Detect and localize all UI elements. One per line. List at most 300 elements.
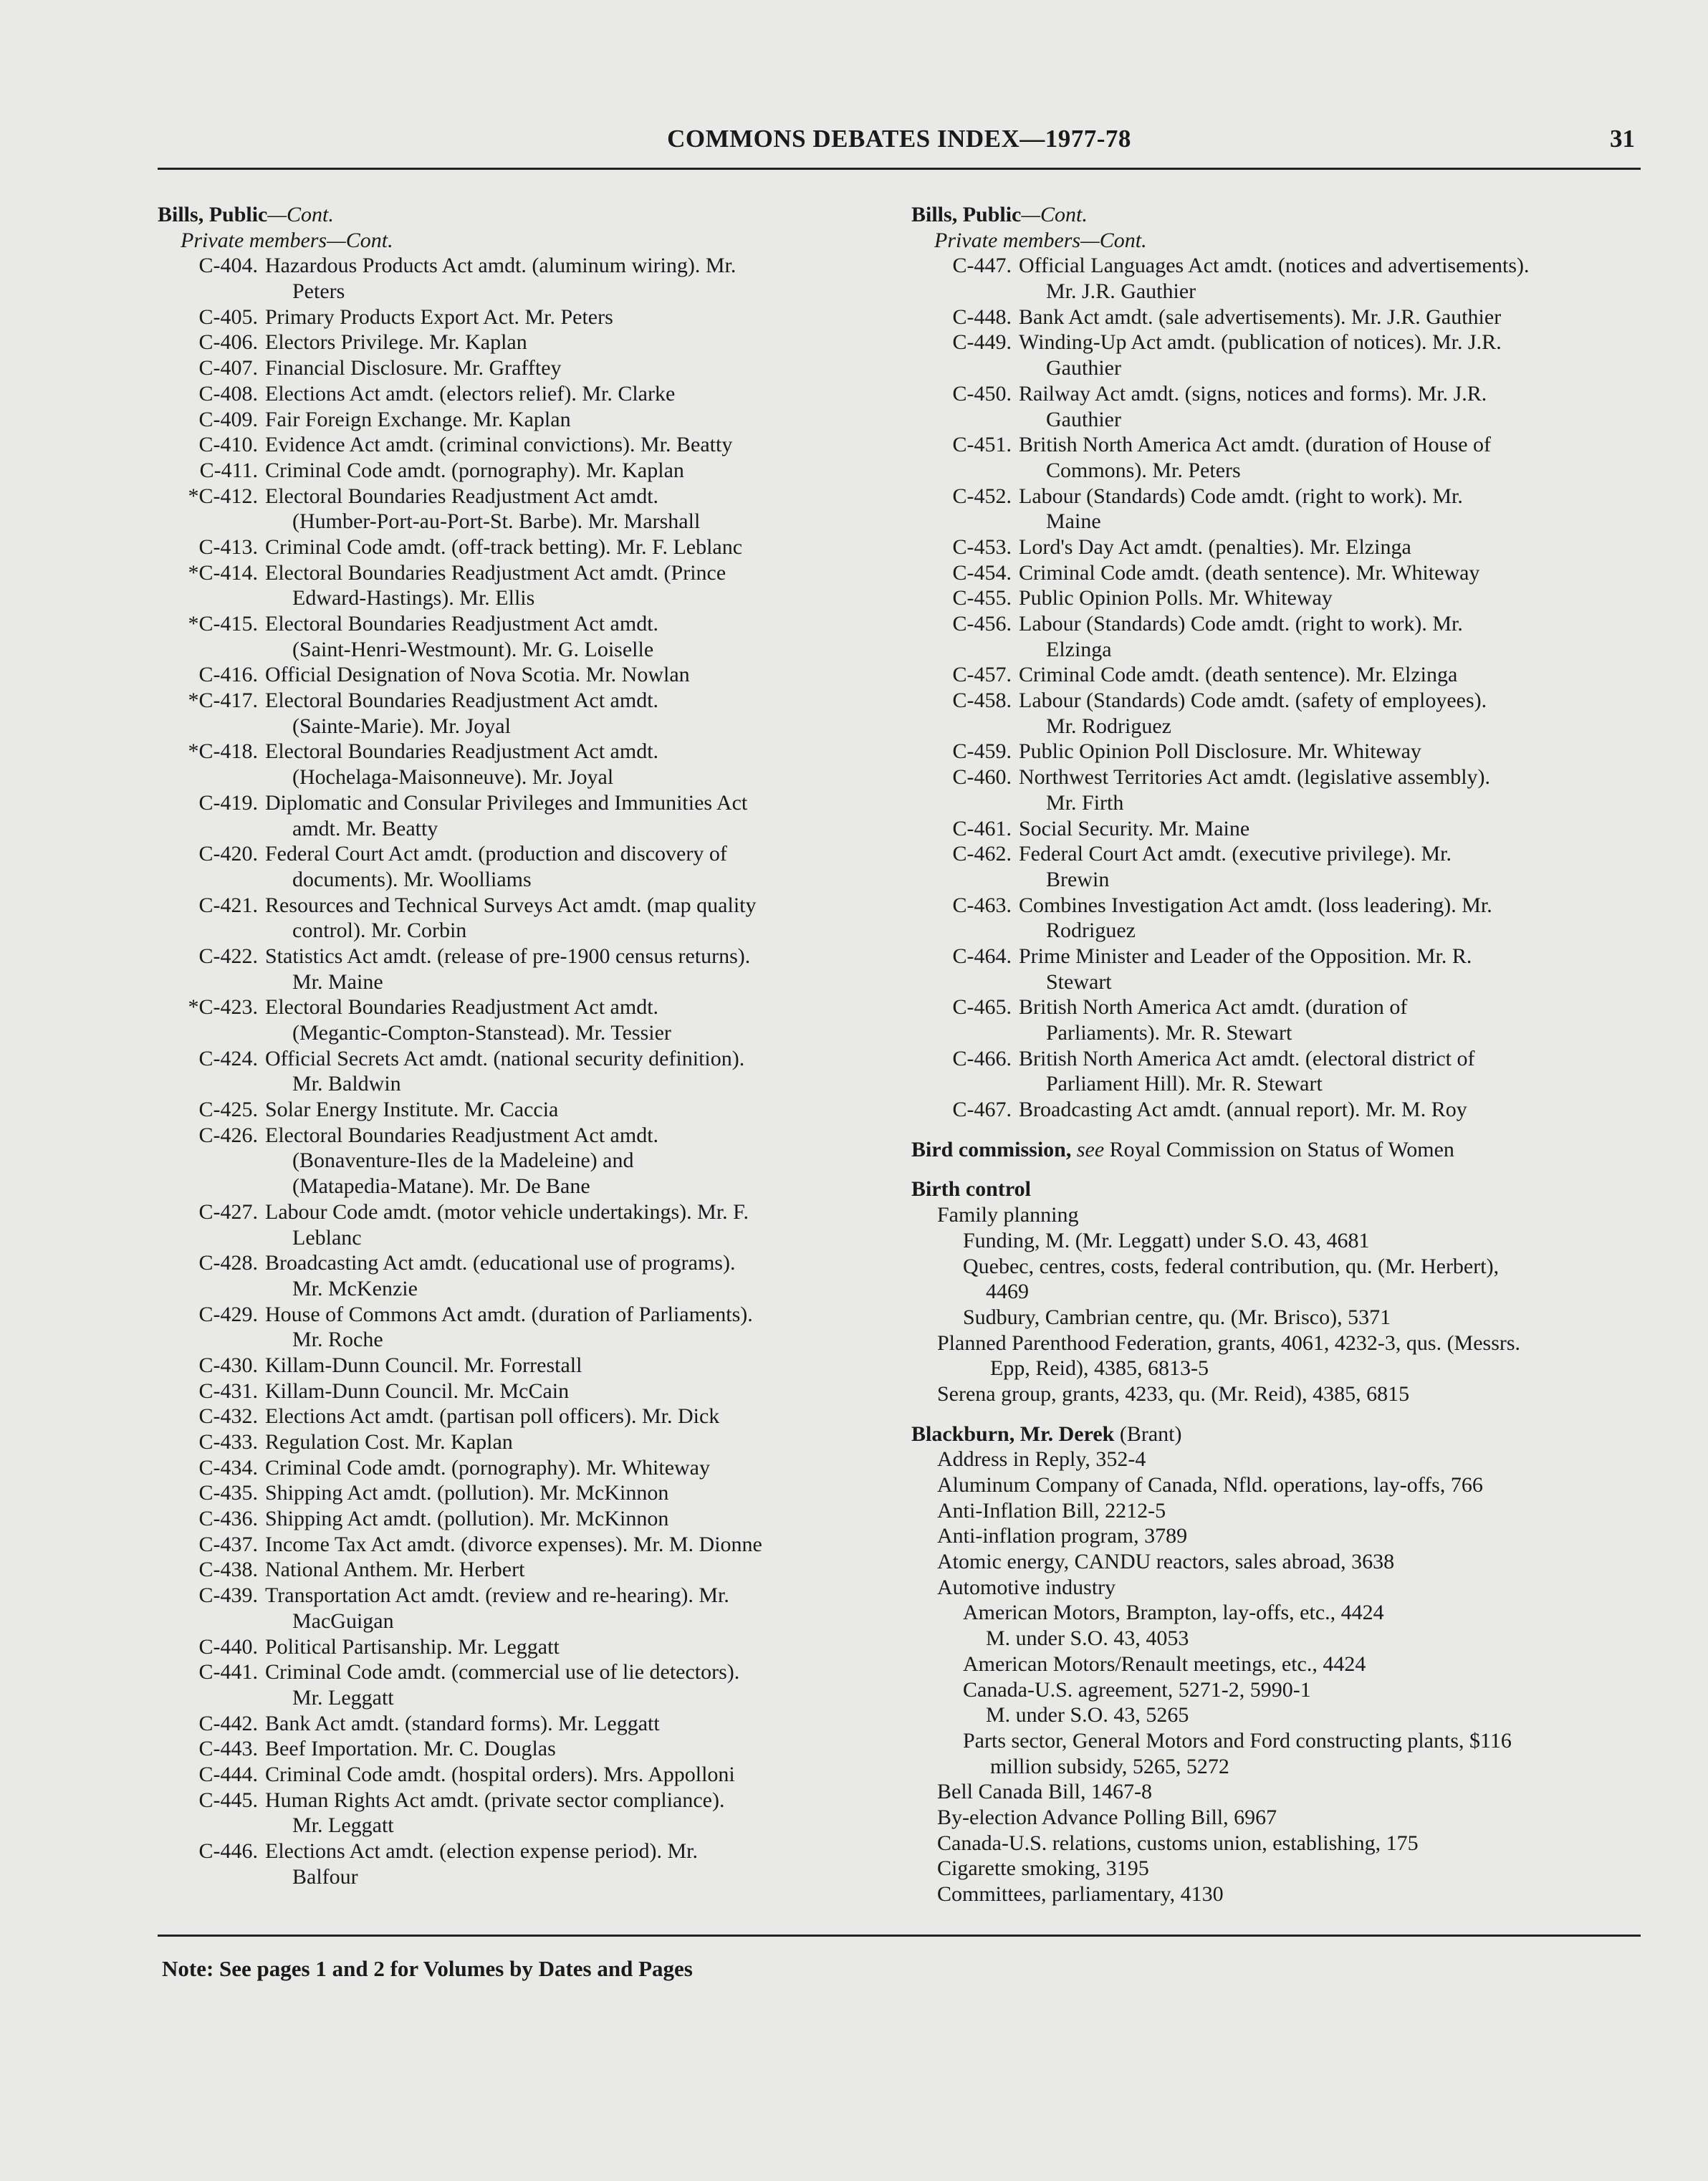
bill-entry — [158, 841, 888, 892]
bill-line — [911, 944, 1649, 969]
bill-entry — [158, 1302, 888, 1353]
bill-entry — [158, 1583, 888, 1634]
bill-entry — [158, 535, 888, 560]
bill-title: Transportation Act amdt. (review and re-hearing). Mr. — [265, 1583, 729, 1608]
bill-entry — [158, 662, 888, 688]
bill-line — [158, 1839, 888, 1864]
bill-entry — [158, 305, 888, 330]
index-subentry: Atomic energy, CANDU reactors, sales abroad, 3638 — [937, 1550, 1395, 1574]
bill-continuation: (Humber-Port-au-Port-St. Barbe). Mr. Marshall — [292, 509, 701, 534]
bill-line — [158, 1557, 888, 1583]
bill-entry — [158, 611, 888, 662]
bill-title: Elections Act amdt. (election expense period). Mr. — [265, 1839, 698, 1863]
bill-entry — [911, 1046, 1649, 1097]
bill-line — [911, 585, 1649, 611]
bill-entry — [158, 1762, 888, 1788]
bill-entry — [911, 484, 1649, 535]
index-subentry: Parts sector, General Motors and Ford constructing plants, $116 — [963, 1728, 1512, 1753]
birth-control-entries — [911, 1202, 1649, 1407]
bill-line — [911, 893, 1649, 919]
bill-line — [158, 944, 888, 969]
bill-title: Solar Energy Institute. Mr. Caccia — [265, 1098, 559, 1122]
bill-number: C-409. — [198, 407, 258, 431]
bill-entry — [158, 1532, 888, 1558]
bill-line — [158, 1762, 888, 1788]
bill-title: Elections Act amdt. (electors relief). Mr. Clarke — [265, 381, 676, 406]
blackburn-heading — [911, 1422, 1649, 1447]
bill-number: C-448. — [952, 305, 1012, 329]
bill-line — [158, 1429, 888, 1455]
bill-number: C-442. — [198, 1711, 258, 1735]
section-cont: —Cont. — [1021, 203, 1088, 226]
bill-title: Combines Investigation Act amdt. (loss leadering). Mr. — [1019, 893, 1492, 917]
bill-entry — [911, 841, 1649, 892]
bill-number: C-465. — [952, 995, 1012, 1020]
bill-title: Federal Court Act amdt. (production and discovery of — [265, 842, 727, 866]
subsection-heading: Private members—Cont. — [934, 228, 1147, 252]
bill-continuation: Brewin — [1046, 867, 1110, 891]
index-subentry: Canada-U.S. relations, customs union, establishing, 175 — [937, 1831, 1419, 1855]
bill-line — [911, 611, 1649, 637]
bill-number: C-425. — [198, 1098, 258, 1122]
bill-continuation: amdt. Mr. Beatty — [292, 816, 438, 840]
bill-continuation: Mr. Leggatt — [292, 1813, 394, 1838]
bill-number: C-408. — [198, 381, 258, 406]
bill-number: C-434. — [198, 1455, 258, 1480]
bill-entry — [911, 381, 1649, 432]
bill-line — [158, 1506, 888, 1532]
bill-number: C-452. — [952, 484, 1012, 508]
footer-note: Note: See pages 1 and 2 for Volumes by Dates and Pages — [162, 1956, 693, 1981]
bill-line — [158, 1788, 888, 1813]
section-cont: —Cont. — [267, 203, 334, 226]
bill-continuation: Mr. J.R. Gauthier — [1046, 279, 1196, 304]
bill-continuation: (Saint-Henri-Westmount). Mr. G. Loiselle — [292, 637, 654, 661]
bill-continuation: Leblanc — [292, 1225, 362, 1250]
bill-number: C-455. — [952, 586, 1012, 610]
bill-entry — [158, 1097, 888, 1123]
bill-entry — [158, 407, 888, 433]
bill-number: C-457. — [952, 663, 1012, 687]
bill-title: Bank Act amdt. (standard forms). Mr. Leggatt — [265, 1711, 660, 1735]
bill-number: C-430. — [198, 1353, 258, 1377]
bill-continuation: Mr. Firth — [1046, 790, 1124, 815]
bill-continuation: documents). Mr. Woolliams — [292, 867, 532, 891]
index-subentry: Anti-Inflation Bill, 2212-5 — [937, 1498, 1166, 1523]
bill-title: National Anthem. Mr. Herbert — [265, 1558, 525, 1582]
bill-entry — [158, 1557, 888, 1583]
bill-title: Political Partisanship. Mr. Leggatt — [265, 1634, 560, 1659]
bill-line — [158, 1199, 888, 1225]
index-subentry: Epp, Reid), 4385, 6813-5 — [990, 1356, 1209, 1381]
bill-continuation: Maine — [1046, 509, 1101, 534]
bill-title: Income Tax Act amdt. (divorce expenses). Mr. M. Dionne — [265, 1532, 762, 1556]
bill-title: British North America Act amdt. (duration of — [1019, 995, 1408, 1020]
bill-number: C-466. — [952, 1046, 1012, 1070]
bill-line — [158, 790, 888, 816]
bill-title: Labour (Standards) Code amdt. (right to work). Mr. — [1019, 484, 1463, 508]
bill-number: C-404. — [198, 254, 258, 278]
index-subentry: M. under S.O. 43, 4053 — [986, 1626, 1189, 1651]
bill-entry — [911, 688, 1649, 739]
bill-title: Resources and Technical Surveys Act amdt. (map quality — [265, 893, 757, 917]
index-subentry: Bell Canada Bill, 1467-8 — [937, 1780, 1152, 1804]
bill-title: Diplomatic and Consular Privileges and Immunities Act — [265, 790, 748, 815]
index-subentry: Aluminum Company of Canada, Nfld. operations, lay-offs, 766 — [937, 1473, 1483, 1497]
bill-line — [911, 432, 1649, 458]
bill-title: Broadcasting Act amdt. (educational use of programs). — [265, 1251, 736, 1275]
bill-number: C-424. — [198, 1046, 258, 1070]
index-subentry: Automotive industry — [937, 1575, 1116, 1599]
bill-entry — [158, 381, 888, 407]
bill-number: C-420. — [198, 842, 258, 866]
bill-number: *C-414. — [188, 560, 258, 585]
section-heading — [911, 202, 1649, 228]
index-subentry: Funding, M. (Mr. Leggatt) under S.O. 43, 4681 — [963, 1228, 1370, 1252]
bill-line — [911, 305, 1649, 330]
bill-number: C-464. — [952, 944, 1012, 968]
bill-line — [158, 1736, 888, 1762]
bill-entry — [158, 944, 888, 994]
bill-title: Labour (Standards) Code amdt. (right to work). Mr. — [1019, 612, 1463, 636]
bill-continuation: control). Mr. Corbin — [292, 919, 467, 943]
bill-line — [158, 662, 888, 688]
bill-number: C-435. — [198, 1481, 258, 1505]
bill-title: Lord's Day Act amdt. (penalties). Mr. Elzinga — [1019, 535, 1411, 559]
bill-number: C-429. — [198, 1302, 258, 1326]
bill-continuation: Parliament Hill). Mr. R. Stewart — [1046, 1072, 1323, 1096]
bill-line — [911, 994, 1649, 1020]
bill-number: C-422. — [198, 944, 258, 968]
bill-number: C-419. — [198, 790, 258, 815]
bill-line — [158, 841, 888, 867]
bill-line — [158, 739, 888, 764]
bill-line — [911, 662, 1649, 688]
bill-title: Electoral Boundaries Readjustment Act amdt. — [265, 612, 659, 636]
bill-entry — [158, 790, 888, 841]
bill-line — [911, 816, 1649, 842]
bill-line — [158, 432, 888, 458]
page-header — [158, 122, 1641, 170]
bill-entry — [158, 1404, 888, 1429]
bill-title: Labour (Standards) Code amdt. (safety of employees). — [1019, 689, 1487, 713]
bill-list — [911, 253, 1649, 1122]
birth-control-heading: Birth control — [911, 1177, 1031, 1202]
bill-continuation: Mr. Baldwin — [292, 1072, 401, 1096]
bill-title: Criminal Code amdt. (hospital orders). Mrs. Appolloni — [265, 1762, 735, 1786]
index-subentry: Quebec, centres, costs, federal contribution, qu. (Mr. Herbert), — [963, 1254, 1500, 1278]
bill-entry — [158, 1123, 888, 1199]
bill-number: C-456. — [952, 612, 1012, 636]
bill-title: Electoral Boundaries Readjustment Act amdt. — [265, 995, 659, 1020]
bill-number: C-459. — [952, 739, 1012, 764]
bill-title: Electors Privilege. Mr. Kaplan — [265, 330, 527, 355]
bill-title: Criminal Code amdt. (commercial use of lie detectors). — [265, 1660, 740, 1684]
bill-line — [911, 330, 1649, 355]
bill-entry — [158, 1659, 888, 1710]
index-subentry: American Motors, Brampton, lay-offs, etc., 4424 — [963, 1601, 1384, 1625]
bill-entry — [911, 994, 1649, 1045]
bill-line — [158, 893, 888, 919]
bill-number: C-407. — [198, 356, 258, 380]
bill-line — [158, 330, 888, 355]
bill-number: C-451. — [952, 433, 1012, 457]
bill-line — [911, 841, 1649, 867]
bill-number: C-432. — [198, 1404, 258, 1429]
bill-continuation: Mr. Maine — [292, 969, 383, 994]
bill-title: Criminal Code amdt. (pornography). Mr. Kaplan — [265, 458, 684, 482]
bill-line — [911, 381, 1649, 407]
bill-number: *C-423. — [188, 995, 258, 1020]
bill-line — [911, 764, 1649, 790]
bill-entry — [911, 611, 1649, 662]
bill-entry — [158, 355, 888, 381]
bill-number: C-463. — [952, 893, 1012, 917]
bill-line — [158, 407, 888, 433]
bill-title: Criminal Code amdt. (death sentence). Mr. Elzinga — [1019, 663, 1458, 687]
bill-title: Evidence Act amdt. (criminal convictions). Mr. Beatty — [265, 433, 733, 457]
bill-continuation: Gauthier — [1046, 356, 1121, 380]
index-subentry: Address in Reply, 352-4 — [937, 1447, 1146, 1472]
bill-line — [158, 1711, 888, 1737]
bill-entry — [158, 1199, 888, 1250]
bill-entry — [911, 893, 1649, 944]
bill-entry — [911, 305, 1649, 330]
bill-title: Northwest Territories Act amdt. (legislative assembly). — [1019, 765, 1491, 790]
page-number: 31 — [1610, 125, 1635, 153]
index-subentry: Planned Parenthood Federation, grants, 4061, 4232-3, qus. (Messrs. — [937, 1331, 1521, 1355]
bill-entry — [911, 816, 1649, 842]
bill-line — [158, 381, 888, 407]
bill-line — [158, 1046, 888, 1072]
bill-title: Criminal Code amdt. (off-track betting). Mr. F. Leblanc — [265, 535, 743, 559]
bill-entry — [911, 764, 1649, 815]
bill-title: Railway Act amdt. (signs, notices and forms). Mr. J.R. — [1019, 381, 1487, 406]
bill-title: Official Languages Act amdt. (notices and advertisements). — [1019, 254, 1530, 278]
bill-title: Winding-Up Act amdt. (publication of notices). Mr. J.R. — [1019, 330, 1502, 355]
bill-number: C-439. — [198, 1583, 258, 1608]
bill-line — [158, 458, 888, 484]
bill-entry — [158, 1839, 888, 1889]
bill-title: Public Opinion Polls. Mr. Whiteway — [1019, 586, 1333, 610]
riding: (Brant) — [1119, 1422, 1182, 1446]
bill-entry — [911, 253, 1649, 304]
bill-number: C-431. — [198, 1379, 258, 1403]
bill-title: Electoral Boundaries Readjustment Act amdt. — [265, 689, 659, 713]
footer-rule — [158, 1935, 1641, 1937]
bill-title: Criminal Code amdt. (death sentence). Mr. Whiteway — [1019, 560, 1480, 585]
index-subentry: American Motors/Renault meetings, etc., 4424 — [963, 1652, 1366, 1676]
bill-title: Public Opinion Poll Disclosure. Mr. Whiteway — [1019, 739, 1421, 764]
index-subentry: By-election Advance Polling Bill, 6967 — [937, 1805, 1277, 1829]
bill-number: C-454. — [952, 560, 1012, 585]
entry-text: Royal Commission on Status of Women — [1109, 1137, 1454, 1161]
bill-number: *C-412. — [188, 484, 258, 508]
bill-entry — [911, 535, 1649, 560]
bill-number: C-441. — [198, 1660, 258, 1684]
bill-title: Shipping Act amdt. (pollution). Mr. McKinnon — [265, 1507, 669, 1531]
bill-number: C-438. — [198, 1558, 258, 1582]
bill-entry — [158, 560, 888, 611]
bill-number: C-405. — [198, 305, 258, 329]
bill-number: C-437. — [198, 1532, 258, 1556]
bill-number: C-413. — [198, 535, 258, 559]
bill-title: Labour Code amdt. (motor vehicle undertakings). Mr. F. — [265, 1199, 749, 1224]
bill-line — [911, 253, 1649, 279]
bill-entry — [158, 1455, 888, 1481]
section-heading — [158, 202, 888, 228]
bill-continuation: MacGuigan — [292, 1609, 394, 1633]
bill-title: Shipping Act amdt. (pollution). Mr. McKinnon — [265, 1481, 669, 1505]
bill-number: C-411. — [199, 458, 258, 482]
bill-line — [158, 1379, 888, 1404]
bill-number: *C-418. — [188, 739, 258, 764]
bill-line — [158, 1583, 888, 1609]
bill-entry — [158, 458, 888, 484]
bill-title: Prime Minister and Leader of the Opposition. Mr. R. — [1019, 944, 1472, 968]
section-title: Bills, Public — [911, 203, 1022, 226]
bill-line — [158, 1532, 888, 1558]
bill-line — [158, 484, 888, 509]
index-subentry: Anti-inflation program, 3789 — [937, 1524, 1188, 1548]
bill-number: C-416. — [198, 663, 258, 687]
bill-continuation: Peters — [292, 279, 345, 304]
bill-title: Fair Foreign Exchange. Mr. Kaplan — [265, 407, 571, 431]
bill-title: Killam-Dunn Council. Mr. Forrestall — [265, 1353, 582, 1377]
bill-entry — [911, 944, 1649, 994]
index-subentry: million subsidy, 5265, 5272 — [990, 1754, 1229, 1778]
bill-continuation: Balfour — [292, 1864, 358, 1889]
bill-title: Statistics Act amdt. (release of pre-1900 census returns). — [265, 944, 751, 968]
bill-entry — [158, 1788, 888, 1839]
bill-list — [158, 253, 888, 1889]
bill-continuation: Parliaments). Mr. R. Stewart — [1046, 1021, 1292, 1045]
bill-number: C-426. — [198, 1123, 258, 1147]
bill-number: C-427. — [198, 1199, 258, 1224]
bill-number: C-428. — [198, 1251, 258, 1275]
bill-number: *C-415. — [188, 612, 258, 636]
index-subentry: Committees, parliamentary, 4130 — [937, 1882, 1224, 1906]
bill-line — [158, 305, 888, 330]
bill-continuation: (Hochelaga-Maisonneuve). Mr. Joyal — [292, 765, 614, 790]
bill-number: C-436. — [198, 1507, 258, 1531]
bill-entry — [158, 1429, 888, 1455]
bill-line — [158, 1302, 888, 1328]
bill-title: Regulation Cost. Mr. Kaplan — [265, 1430, 513, 1454]
bill-line — [158, 1097, 888, 1123]
bill-number: C-444. — [198, 1762, 258, 1786]
bill-title: Hazardous Products Act amdt. (aluminum wiring). Mr. — [265, 254, 737, 278]
bill-continuation: (Megantic-Compton-Stanstead). Mr. Tessier — [292, 1021, 671, 1045]
bill-entry — [158, 1480, 888, 1506]
bill-number: C-421. — [198, 893, 258, 917]
bill-number: C-446. — [198, 1839, 258, 1863]
bill-number: C-447. — [952, 254, 1012, 278]
bill-title: British North America Act amdt. (duration of House of — [1019, 433, 1492, 457]
bill-continuation: Commons). Mr. Peters — [1046, 458, 1241, 482]
bill-number: C-453. — [952, 535, 1012, 559]
bill-entry — [158, 739, 888, 790]
bill-entry — [911, 739, 1649, 764]
bill-line — [158, 1659, 888, 1685]
bill-line — [158, 1353, 888, 1379]
bill-title: Electoral Boundaries Readjustment Act amdt. — [265, 1123, 659, 1147]
bill-line — [911, 1097, 1649, 1123]
subsection-heading: Private members—Cont. — [181, 228, 393, 252]
bill-title: Federal Court Act amdt. (executive privilege). Mr. — [1019, 842, 1452, 866]
bill-entry — [158, 1711, 888, 1737]
bill-continuation: (Bonaventure-Iles de la Madeleine) and — [292, 1149, 634, 1173]
bill-title: Broadcasting Act amdt. (annual report). Mr. M. Roy — [1019, 1098, 1467, 1122]
bill-title: Primary Products Export Act. Mr. Peters — [265, 305, 613, 329]
bill-line — [158, 1250, 888, 1276]
bill-entry — [158, 1506, 888, 1532]
bill-title: Electoral Boundaries Readjustment Act amdt. (Prince — [265, 560, 726, 585]
right-column — [911, 202, 1649, 1907]
bill-line — [158, 611, 888, 637]
bill-title: Elections Act amdt. (partisan poll officers). Mr. Dick — [265, 1404, 720, 1429]
bill-title: Electoral Boundaries Readjustment Act amdt. — [265, 484, 659, 508]
bill-line — [911, 1046, 1649, 1072]
index-subentry: M. under S.O. 43, 5265 — [986, 1703, 1189, 1727]
bill-entry — [158, 1736, 888, 1762]
bill-continuation: Mr. Rodriguez — [1046, 714, 1171, 738]
bill-entry — [158, 253, 888, 304]
section-title: Bills, Public — [158, 203, 268, 226]
bill-line — [158, 355, 888, 381]
index-subentry: 4469 — [986, 1280, 1029, 1304]
bill-number: C-450. — [952, 381, 1012, 406]
bill-line — [911, 535, 1649, 560]
bill-number: C-445. — [198, 1788, 258, 1812]
bill-number: C-460. — [952, 765, 1012, 790]
bill-title: Official Secrets Act amdt. (national security definition). — [265, 1046, 745, 1070]
bill-line — [158, 535, 888, 560]
left-column — [158, 202, 888, 1889]
bill-title: Electoral Boundaries Readjustment Act amdt. — [265, 739, 659, 764]
bill-line — [158, 1455, 888, 1481]
bill-continuation: Mr. Leggatt — [292, 1685, 394, 1710]
bill-entry — [911, 662, 1649, 688]
blackburn-entries — [911, 1447, 1649, 1907]
bill-line — [158, 1404, 888, 1429]
bill-continuation: Mr. McKenzie — [292, 1276, 418, 1300]
bill-entry — [158, 1353, 888, 1379]
index-subentry: Family planning — [937, 1203, 1079, 1227]
bill-entry — [158, 688, 888, 739]
bill-entry — [158, 1046, 888, 1097]
bill-line — [911, 484, 1649, 509]
bill-line — [158, 1123, 888, 1149]
bill-title: Human Rights Act amdt. (private sector compliance). — [265, 1788, 725, 1812]
bill-number: C-440. — [198, 1634, 258, 1659]
bill-number: C-410. — [198, 433, 258, 457]
bill-title: Bank Act amdt. (sale advertisements). Mr. J.R. Gauthier — [1019, 305, 1502, 329]
bill-entry — [158, 1379, 888, 1404]
bill-entry — [911, 1097, 1649, 1123]
bill-continuation: Mr. Roche — [292, 1328, 383, 1352]
bill-line — [911, 739, 1649, 764]
bill-number: C-443. — [198, 1737, 258, 1761]
bill-entry — [911, 330, 1649, 380]
bill-number: C-461. — [952, 816, 1012, 840]
bill-title: British North America Act amdt. (electoral district of — [1019, 1046, 1475, 1070]
bill-number: C-449. — [952, 330, 1012, 355]
bill-continuation: (Sainte-Marie). Mr. Joyal — [292, 714, 511, 738]
bill-continuation: Gauthier — [1046, 407, 1121, 431]
bill-continuation: Rodriguez — [1046, 919, 1136, 943]
bill-title: Criminal Code amdt. (pornography). Mr. Whiteway — [265, 1455, 710, 1480]
